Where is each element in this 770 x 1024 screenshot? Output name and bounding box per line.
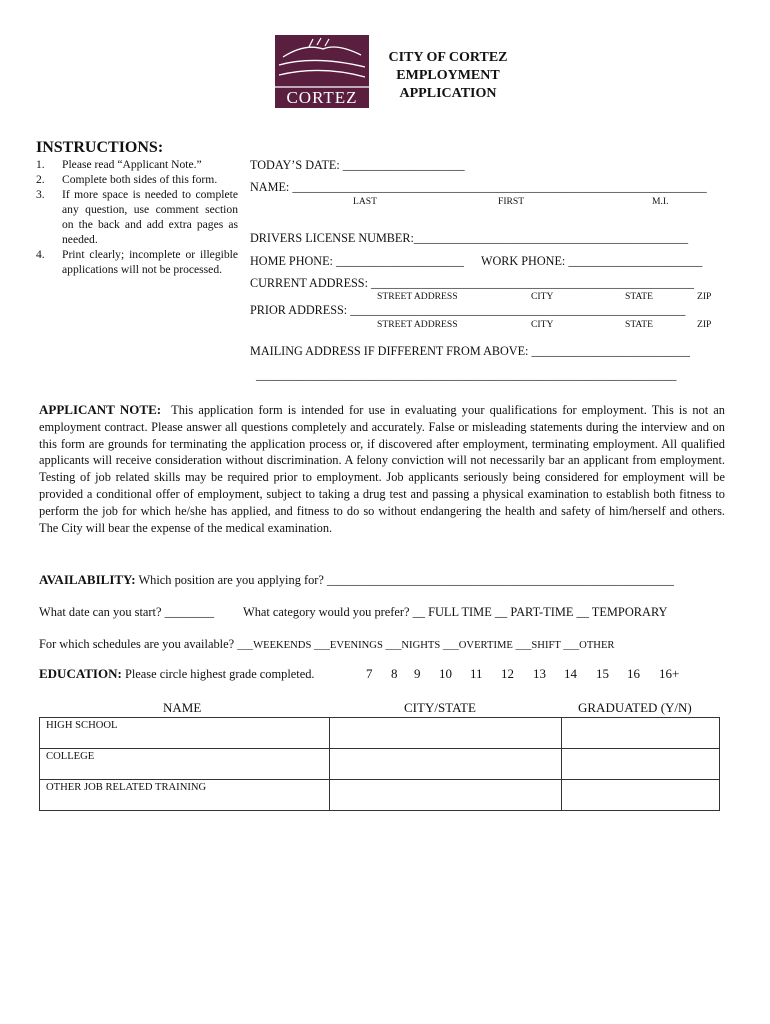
applicant-note	[39, 402, 725, 536]
city-state-cell[interactable]	[330, 749, 562, 780]
city-state-cell[interactable]	[330, 780, 562, 811]
graduated-cell[interactable]	[562, 718, 720, 749]
education-prompt: Please circle highest grade completed.	[124, 667, 315, 681]
education-row	[39, 666, 315, 682]
applicant-note-text: This application form is intended for use in evaluating your qualifications for employment. This is not an employment contract. Please answer all questions completely and accurately. False or misleading statements during the interview and on this form are grounds for terminating the application process or, if discovered after employment, terminating employment. All qualified applicants will receive consideration without discrimination. A felony conviction will not necessarily bar an applicant from employment. Testing of job related skills may be required prior to employment. Job applicants seriously being considered for employment will be provided a conditional offer of employment, subject to taking a drug test and passing a physical examination to establish both fitness to perform the job for which he/she has applied, and fitness to do so without endangering the health and safety of him/herself and others. The City will bear the expense of the medical examination.	[39, 403, 725, 535]
current-street-label: STREET ADDRESS	[377, 291, 458, 302]
prior-zip-label: ZIP	[697, 319, 712, 330]
mountain-logo-icon	[275, 35, 369, 89]
mailing-address-line2[interactable]: _____________________________________________________________________	[256, 368, 677, 382]
grade-option[interactable]: 9	[414, 666, 421, 681]
school-name-cell[interactable]: COLLEGE	[40, 749, 330, 780]
home-phone-field[interactable]: HOME PHONE: _____________________	[250, 254, 464, 268]
current-zip-label: ZIP	[697, 291, 712, 302]
instruction-item: 2. Complete both sides of this form.	[36, 173, 218, 186]
category-field[interactable]: What category would you prefer? __ FULL TIME __ PART-TIME __ TEMPORARY	[243, 605, 668, 619]
grade-option[interactable]: 15	[596, 666, 609, 681]
schedules-question: For which schedules are you available?	[39, 637, 235, 651]
table-row	[40, 718, 720, 749]
prior-address-field[interactable]: PRIOR ADDRESS: _______________________________________________________	[250, 303, 686, 317]
start-date-field[interactable]: What date can you start? ________	[39, 605, 215, 619]
current-state-label: STATE	[625, 291, 654, 302]
instructions-list	[36, 157, 238, 277]
todays-date-field[interactable]: TODAY’S DATE: ____________________	[250, 158, 465, 172]
grade-option[interactable]: 16	[627, 666, 640, 681]
drivers-license-field[interactable]: DRIVERS LICENSE NUMBER:_____________________________________________	[250, 231, 689, 245]
schedules-options[interactable]: ___WEEKENDS ___EVENINGS ___NIGHTS ___OVERTIME ___SHIFT ___OTHER	[237, 640, 615, 651]
grade-option[interactable]: 7	[366, 666, 373, 681]
city-logo	[275, 35, 369, 108]
grade-option[interactable]: 14	[564, 666, 577, 681]
column-header-graduated: GRADUATED (Y/N)	[578, 700, 692, 715]
mailing-address-field[interactable]: MAILING ADDRESS IF DIFFERENT FROM ABOVE: __________________________	[250, 344, 690, 358]
school-name-cell[interactable]: HIGH SCHOOL	[40, 718, 330, 749]
availability-label: AVAILABILITY:	[39, 572, 136, 587]
logo-text: CORTEZ	[286, 88, 358, 107]
table-row	[40, 749, 720, 780]
instructions-heading: INSTRUCTIONS:	[36, 139, 164, 156]
grade-option[interactable]: 11	[470, 666, 483, 681]
column-header-city-state: CITY/STATE	[404, 700, 476, 715]
grade-option[interactable]: 10	[439, 666, 452, 681]
current-address-field[interactable]: CURRENT ADDRESS: _____________________________________________________	[250, 276, 694, 290]
name-last-label: LAST	[353, 196, 377, 207]
grade-option[interactable]: 13	[533, 666, 546, 681]
prior-street-label: STREET ADDRESS	[377, 319, 458, 330]
prior-city-label: CITY	[531, 319, 554, 330]
instruction-item: 3. If more space is needed to complete any question, use comment section on the back and add extra pages as needed.	[36, 188, 238, 246]
work-phone-field[interactable]: WORK PHONE: ______________________	[481, 254, 703, 268]
grade-option[interactable]: 8	[391, 666, 398, 681]
city-state-cell[interactable]	[330, 718, 562, 749]
table-row	[40, 780, 720, 811]
graduated-cell[interactable]	[562, 780, 720, 811]
grade-option[interactable]: 12	[501, 666, 514, 681]
applicant-note-label: APPLICANT NOTE:	[39, 402, 162, 417]
education-table	[39, 717, 720, 811]
grade-option[interactable]: 16+	[659, 666, 680, 681]
schedules-row	[39, 637, 615, 652]
prior-state-label: STATE	[625, 319, 654, 330]
graduated-cell[interactable]	[562, 749, 720, 780]
instruction-item: 4. Print clearly; incomplete or illegible applications will not be processed.	[36, 248, 238, 276]
name-mi-label: M.I.	[652, 196, 669, 207]
instruction-item: 1. Please read “Applicant Note.”	[36, 158, 202, 171]
education-label: EDUCATION:	[39, 666, 122, 681]
form-title: CITY OF CORTEZ EMPLOYMENT APPLICATION	[388, 50, 508, 101]
current-city-label: CITY	[531, 291, 554, 302]
name-first-label: FIRST	[498, 196, 525, 207]
column-header-name: NAME	[163, 700, 202, 715]
position-field[interactable]: Which position are you applying for? ________________________________________________________	[138, 573, 674, 587]
name-field[interactable]: NAME: ____________________________________________________________________	[250, 180, 707, 194]
availability-row	[39, 572, 674, 588]
school-name-cell[interactable]: OTHER JOB RELATED TRAINING	[40, 780, 330, 811]
